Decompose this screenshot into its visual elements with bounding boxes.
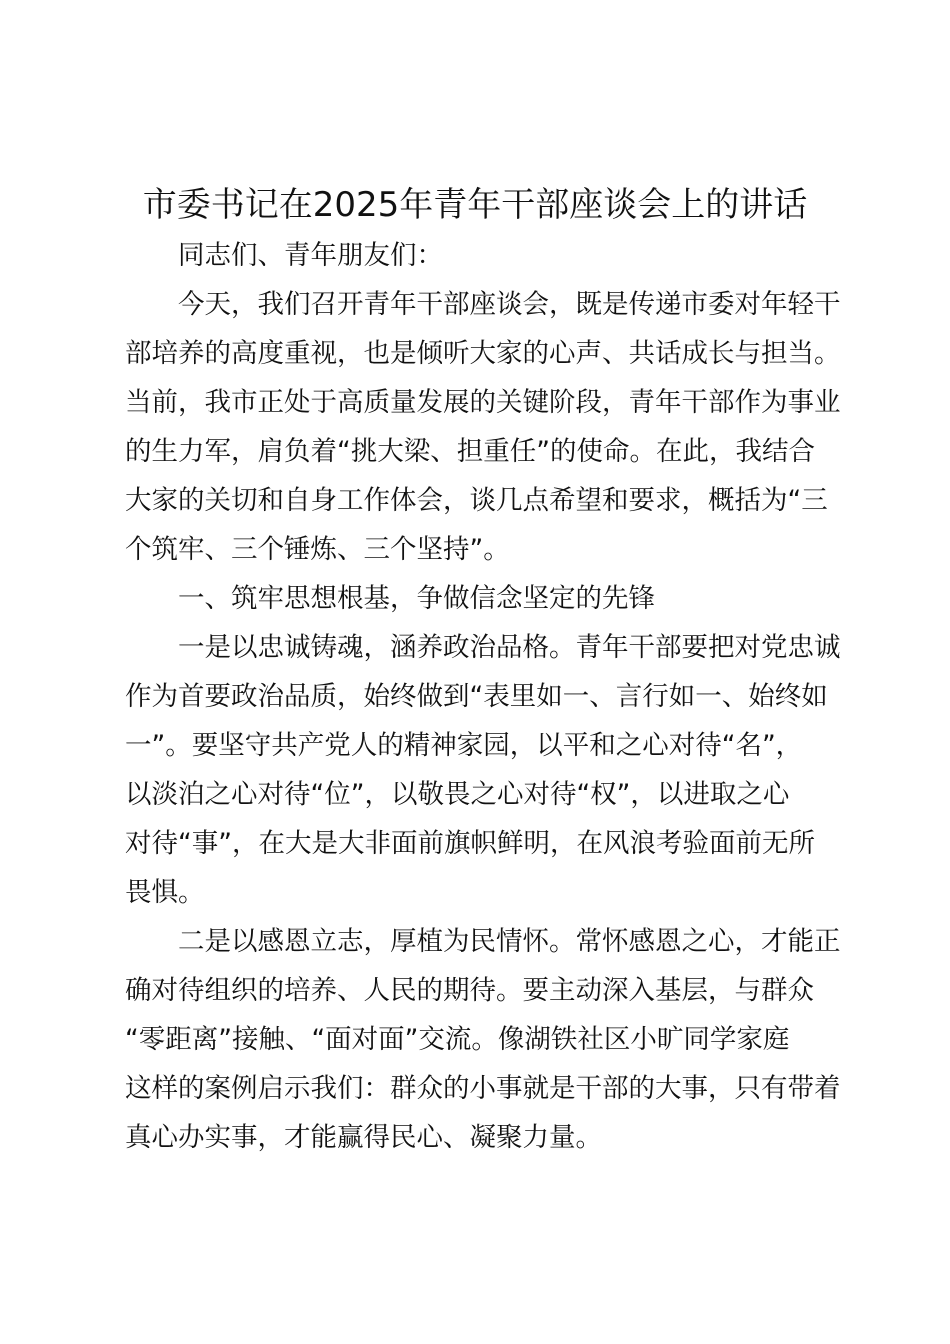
paragraph-line: “零距离”接触、“面对面”交流。像湖铁社区小旷同学家庭 [125, 1024, 790, 1055]
paragraph-line: 以淡泊之心对待“位”，以敬畏之心对待“权”，以进取之心 [125, 779, 790, 810]
paragraph-line: 畏惧。 [125, 877, 205, 908]
intro-line: 的生力军，肩负着“挑大梁、担重任”的使命。在此，我结合 [125, 436, 815, 467]
intro-line: 大家的关切和自身工作体会，谈几点希望和要求，概括为“三 [125, 485, 828, 516]
intro-paragraph [125, 280, 841, 574]
document-title: 市委书记在2025年青年干部座谈会上的讲话 [142, 185, 808, 225]
paragraph-line: 一”。要坚守共产党人的精神家园，以平和之心对待“名”， [125, 730, 803, 761]
paragraph-line: 二是以感恩立志，厚植为民情怀。常怀感恩之心，才能正 [178, 926, 841, 957]
intro-line: 今天，我们召开青年干部座谈会，既是传递市委对年轻干 [178, 289, 841, 320]
intro-line: 部培养的高度重视，也是倾听大家的心声、共话成长与担当。 [125, 338, 841, 369]
intro-line: 当前，我市正处于高质量发展的关键阶段，青年干部作为事业 [125, 387, 841, 418]
paragraph-loyalty [125, 623, 841, 917]
paragraph-line: 这样的案例启示我们：群众的小事就是干部的大事，只有带着 [125, 1073, 841, 1104]
salutation: 同志们、青年朋友们： [178, 240, 443, 271]
intro-line: 个筑牢、三个锤炼、三个坚持”。 [125, 534, 510, 565]
paragraph-line: 确对待组织的培养、人民的期待。要主动深入基层，与群众 [125, 975, 814, 1006]
document-body [125, 231, 841, 1162]
paragraph-line: 对待“事”，在大是大非面前旗帜鲜明，在风浪考验面前无所 [125, 828, 815, 859]
section-heading: 一、筑牢思想根基，争做信念坚定的先锋 [178, 583, 655, 614]
paragraph-line: 真心办实事，才能赢得民心、凝聚力量。 [125, 1122, 602, 1153]
paragraph-line: 作为首要政治品质，始终做到“表里如一、言行如一、始终如 [125, 681, 828, 712]
paragraph-gratitude [125, 917, 841, 1162]
paragraph-line: 一是以忠诚铸魂，涵养政治品格。青年干部要把对党忠诚 [178, 632, 841, 663]
